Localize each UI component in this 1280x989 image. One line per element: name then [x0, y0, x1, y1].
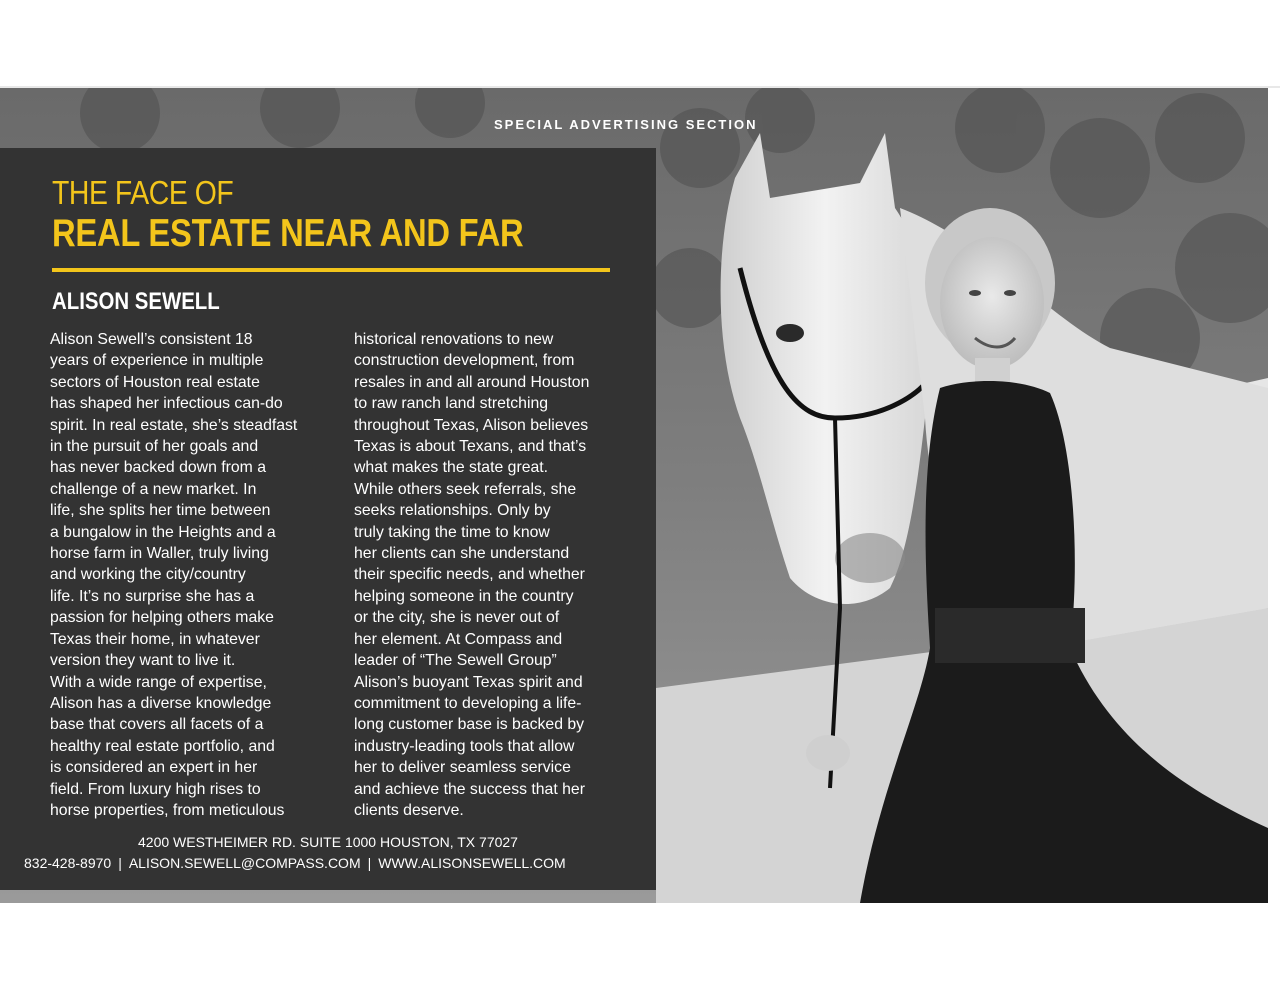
body-line: her clients can she understand [354, 545, 570, 563]
body-line: life. It’s no surprise she has a [50, 587, 255, 605]
body-line: industry-leading tools that allow [354, 737, 575, 755]
body-line: their specific needs, and whether [354, 566, 585, 584]
email-address: ALISON.SEWELL@COMPASS.COM [128, 855, 361, 871]
section-label: SPECIAL ADVERTISING SECTION [494, 117, 758, 132]
body-line: Texas is about Texans, and that’s [354, 438, 587, 456]
body-line: in the pursuit of her goals and [50, 438, 259, 456]
body-line: With a wide range of expertise, [50, 673, 267, 691]
body-line: horse farm in Waller, truly living [50, 545, 269, 563]
office-address: 4200 WESTHEIMER RD. SUITE 1000 HOUSTON, TX 77027 [138, 834, 518, 850]
separator: | [367, 855, 372, 871]
body-line: is considered an expert in her [50, 759, 258, 777]
body-line: clients deserve. [354, 801, 464, 819]
body-line: healthy real estate portfolio, and [50, 737, 275, 755]
body-line: her to deliver seamless service [354, 759, 571, 777]
body-column-2 [354, 329, 589, 821]
headline-line-2: REAL ESTATE NEAR AND FAR [52, 212, 524, 255]
body-line: sectors of Houston real estate [50, 373, 260, 391]
phone-number: 832-428-8970 [24, 855, 112, 871]
headline-divider [52, 268, 610, 272]
body-line: has shaped her infectious can-do [50, 395, 283, 413]
body-line: leader of “The Sewell Group” [354, 652, 557, 670]
body-line: resales in and all around Houston [354, 373, 590, 391]
body-line: a bungalow in the Heights and a [50, 523, 276, 541]
advertisement-page [0, 88, 1268, 903]
headline-line-1: THE FACE OF [52, 174, 234, 211]
body-line: construction development, from [354, 352, 575, 370]
body-line: and achieve the success that her [354, 780, 585, 798]
body-line: base that covers all facets of a [50, 716, 264, 734]
agent-name: ALISON SEWELL [52, 288, 220, 315]
body-line: Alison Sewell’s consistent 18 [50, 331, 253, 348]
body-line: life, she splits her time between [50, 502, 271, 520]
body-line: and working the city/country [50, 566, 246, 584]
body-line: to raw ranch land stretching [354, 395, 549, 413]
body-line: field. From luxury high rises to [50, 780, 261, 798]
page-right-margin [1268, 88, 1280, 903]
website-url: WWW.ALISONSEWELL.COM [378, 855, 566, 871]
body-line: version they want to live it. [50, 652, 236, 670]
body-line: challenge of a new market. In [50, 480, 257, 498]
body-line: historical renovations to new [354, 331, 554, 348]
body-line: seeks relationships. Only by [354, 502, 551, 520]
body-line: or the city, she is never out of [354, 609, 560, 627]
body-line: helping someone in the country [354, 587, 574, 605]
body-line: Texas their home, in whatever [50, 630, 260, 648]
body-line: her element. At Compass and [354, 630, 563, 648]
contact-line [24, 855, 566, 871]
body-line: Alison’s buoyant Texas spirit and [354, 673, 583, 691]
body-line: long customer base is backed by [354, 716, 585, 734]
text-panel [0, 148, 656, 890]
body-line: passion for helping others make [50, 609, 274, 627]
body-line: years of experience in multiple [50, 352, 264, 370]
body-line: what makes the state great. [354, 459, 549, 477]
body-line: spirit. In real estate, she’s steadfast [50, 416, 298, 434]
body-column-1 [50, 329, 297, 821]
body-line: truly taking the time to know [354, 523, 550, 541]
body-line: throughout Texas, Alison believes [354, 416, 589, 434]
body-line: horse properties, from meticulous [50, 801, 285, 819]
body-line: While others seek referrals, she [354, 480, 577, 498]
body-line: commitment to developing a life- [354, 694, 582, 712]
body-line: Alison has a diverse knowledge [50, 694, 272, 712]
separator: | [118, 855, 122, 871]
body-line: has never backed down from a [50, 459, 267, 477]
